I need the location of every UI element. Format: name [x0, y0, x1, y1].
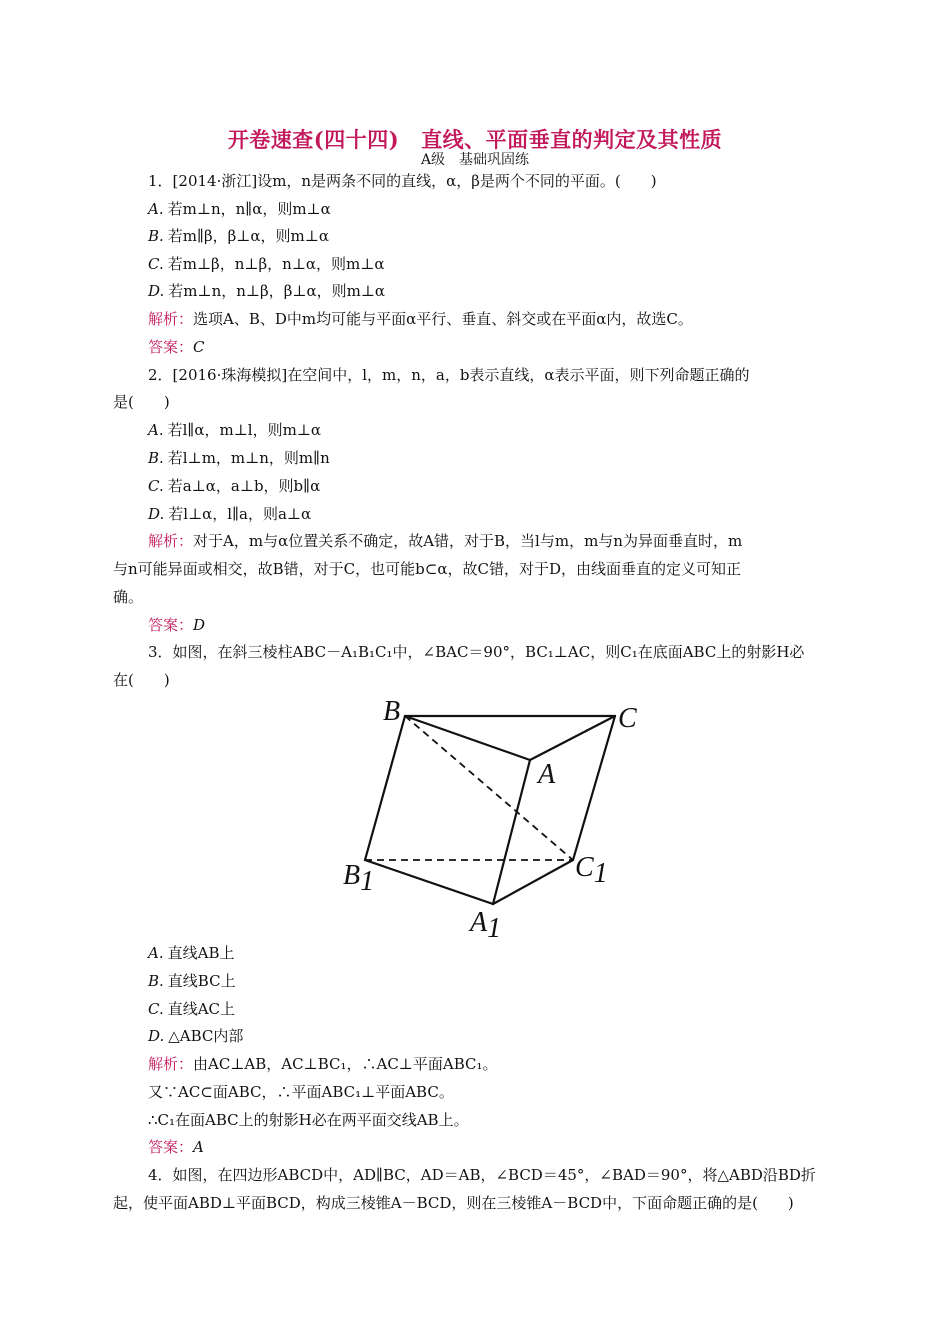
- q2-option-a: A. 若l∥α，m⊥l，则m⊥α: [148, 421, 322, 439]
- q1-option-b: B. 若m∥β，β⊥α，则m⊥α: [148, 227, 329, 245]
- edge-ac: [530, 716, 615, 760]
- q4-stem-line1: 4．如图，在四边形ABCD中，AD∥BC，AD＝AB，∠BCD＝45°，∠BAD＝90°，将△ABD沿BD折: [148, 1166, 816, 1184]
- q1-option-c: C. 若m⊥β，n⊥β，n⊥α，则m⊥α: [148, 255, 385, 273]
- q3-stem-line1: 3．如图，在斜三棱柱ABC－A₁B₁C₁中，∠BAC＝90°，BC₁⊥AC，则C₁在底面ABC上的射影H必: [148, 643, 805, 661]
- q3-solution-line2: 又∵AC⊂面ABC，∴平面ABC₁⊥平面ABC。: [148, 1083, 454, 1101]
- section-subtitle: A级 基础巩固练: [420, 152, 530, 168]
- q3-solution-line3: ∴C₁在面ABC上的射影H必在两平面交线AB上。: [148, 1111, 469, 1129]
- edge-cc1: [573, 716, 615, 860]
- q3-stem-line2: 在( ): [113, 671, 170, 689]
- q2-solution-line1: 解析：对于A，m与α位置关系不确定，故A错，对于B，当l与m，m与n为异面垂直时，m: [148, 532, 743, 550]
- edge-a1c1: [493, 860, 573, 904]
- label-c: C: [618, 703, 637, 734]
- q3-answer: 答案：A: [148, 1138, 204, 1156]
- title-part2: 直线、平面垂直的判定及其性质: [421, 127, 723, 152]
- q2-option-d: D. 若l⊥α，l∥a，则a⊥α: [148, 505, 312, 523]
- q2-solution-line3: 确。: [113, 588, 144, 606]
- q2-option-c: C. 若a⊥α，a⊥b，则b∥α: [148, 477, 321, 495]
- q2-stem-line1: 2．[2016·珠海模拟]在空间中，l，m，n，a，b表示直线，α表示平面，则下列命题正确的: [148, 366, 750, 384]
- q1-stem: 1．[2014·浙江]设m，n是两条不同的直线，α，β是两个不同的平面。( ): [148, 172, 657, 190]
- title-part1: 开卷速查(四十四): [227, 127, 400, 152]
- q3-option-a: A. 直线AB上: [148, 944, 235, 962]
- q1-option-a: A. 若m⊥n，n∥α，则m⊥α: [148, 200, 331, 218]
- q1-solution: 解析：选项A、B、D中m均可能与平面α平行、垂直、斜交或在平面α内，故选C。: [148, 310, 693, 328]
- q2-solution-line2: 与n可能异面或相交，故B错，对于C，也可能b⊂α，故C错，对于D，由线面垂直的定义可知正: [113, 560, 741, 578]
- edge-ba: [405, 716, 530, 760]
- q4-stem-line2: 起，使平面ABD⊥平面BCD，构成三棱锥A－BCD，则在三棱锥A－BCD中，下面命题正确的是( ): [113, 1194, 794, 1212]
- q3-option-b: B. 直线BC上: [148, 972, 236, 990]
- label-a: A: [538, 759, 556, 790]
- q3-option-c: C. 直线AC上: [148, 1000, 236, 1018]
- edge-bb1: [365, 716, 405, 860]
- label-c1: C1: [575, 852, 608, 889]
- q3-option-d: D. △ABC内部: [148, 1027, 244, 1045]
- q1-answer: 答案：C: [148, 338, 205, 356]
- q3-solution-line1: 解析：由AC⊥AB，AC⊥BC₁，∴AC⊥平面ABC₁。: [148, 1055, 498, 1073]
- q1-option-d: D. 若m⊥n，n⊥β，β⊥α，则m⊥α: [148, 282, 386, 300]
- edge-aa1: [493, 760, 530, 904]
- prism-figure: [335, 690, 645, 940]
- label-a1: A1: [470, 907, 502, 940]
- edge-b1a1: [365, 860, 493, 904]
- label-b1: B1: [343, 860, 375, 897]
- q2-stem-line2: 是( ): [113, 393, 170, 411]
- q2-option-b: B. 若l⊥m，m⊥n，则m∥n: [148, 449, 330, 467]
- q2-answer: 答案：D: [148, 616, 206, 634]
- label-b: B: [383, 696, 401, 727]
